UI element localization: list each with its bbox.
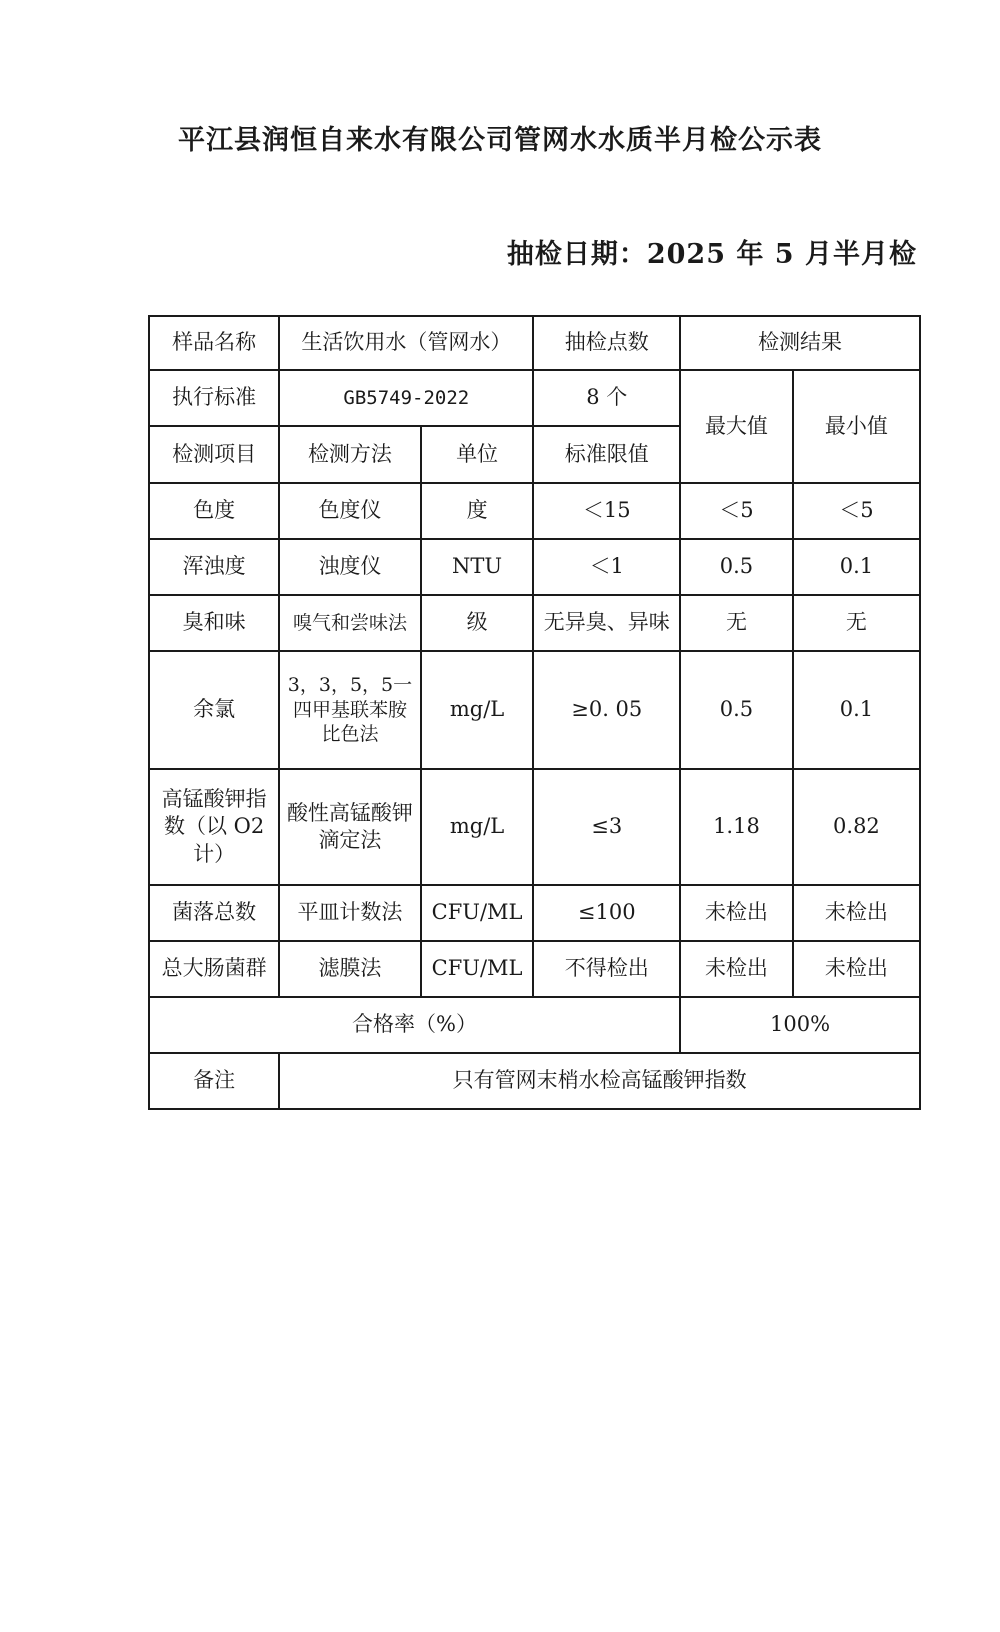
standard-label: 执行标准 [149,370,279,426]
table-row [149,370,920,426]
pass-rate-value: 100% [680,997,920,1053]
table-row [149,595,920,651]
min-cell: 无 [793,595,920,651]
limit-cell: ＜15 [533,483,680,539]
limit-cell: ≥0. 05 [533,651,680,769]
table-row [149,483,920,539]
max-cell: 未检出 [680,885,793,941]
method-cell: 色度仪 [279,483,420,539]
standard-value: GB5749-2022 [279,370,533,426]
item-cell: 臭和味 [149,595,279,651]
max-header: 最大值 [680,370,793,483]
sampling-date: 抽检日期：2025 年 5 月半月检 [506,239,917,270]
min-cell: 0.1 [793,651,920,769]
sample-name-label: 样品名称 [149,316,279,370]
method-cell: 酸性高锰酸钾滴定法 [279,769,420,885]
result-label: 检测结果 [680,316,920,370]
item-cell: 浑浊度 [149,539,279,595]
item-cell: 高锰酸钾指数（以 O2 计） [149,769,279,885]
min-cell: 未检出 [793,885,920,941]
max-cell: 0.5 [680,651,793,769]
min-cell: 未检出 [793,941,920,997]
unit-cell: CFU/ML [421,885,534,941]
sample-name-value: 生活饮用水（管网水） [279,316,533,370]
max-cell: 1.18 [680,769,793,885]
table-row [149,1053,920,1109]
table-row [149,769,920,885]
table-row [149,885,920,941]
table-row [149,651,920,769]
unit-cell: mg/L [421,769,534,885]
item-header: 检测项目 [149,426,279,483]
min-cell: ＜5 [793,483,920,539]
sampling-points-value: 8 个 [533,370,680,426]
water-quality-table [148,315,921,1110]
method-cell: 嗅气和尝味法 [279,595,420,651]
limit-cell: 无异臭、异味 [533,595,680,651]
document-title: 平江县润恒自来水有限公司管网水水质半月检公示表 [178,125,822,156]
limit-cell: ＜1 [533,539,680,595]
unit-cell: mg/L [421,651,534,769]
limit-header: 标准限值 [533,426,680,483]
method-cell: 3，3，5，5一四甲基联苯胺比色法 [279,651,420,769]
max-cell: 未检出 [680,941,793,997]
limit-cell: ≤100 [533,885,680,941]
unit-cell: NTU [421,539,534,595]
unit-header: 单位 [421,426,534,483]
item-cell: 菌落总数 [149,885,279,941]
method-cell: 滤膜法 [279,941,420,997]
note-value: 只有管网末梢水检高锰酸钾指数 [279,1053,920,1109]
max-cell: 0.5 [680,539,793,595]
sampling-points-label: 抽检点数 [533,316,680,370]
method-cell: 浊度仪 [279,539,420,595]
table-row [149,997,920,1053]
limit-cell: ≤3 [533,769,680,885]
unit-cell: 度 [421,483,534,539]
note-label: 备注 [149,1053,279,1109]
max-cell: ＜5 [680,483,793,539]
unit-cell: CFU/ML [421,941,534,997]
unit-cell: 级 [421,595,534,651]
min-header: 最小值 [793,370,920,483]
min-cell: 0.1 [793,539,920,595]
item-cell: 总大肠菌群 [149,941,279,997]
max-cell: 无 [680,595,793,651]
table-row [149,316,920,370]
method-cell: 平皿计数法 [279,885,420,941]
limit-cell: 不得检出 [533,941,680,997]
min-cell: 0.82 [793,769,920,885]
item-cell: 余氯 [149,651,279,769]
pass-rate-label: 合格率（%） [149,997,680,1053]
table-row [149,941,920,997]
item-cell: 色度 [149,483,279,539]
method-header: 检测方法 [279,426,420,483]
table-row [149,539,920,595]
